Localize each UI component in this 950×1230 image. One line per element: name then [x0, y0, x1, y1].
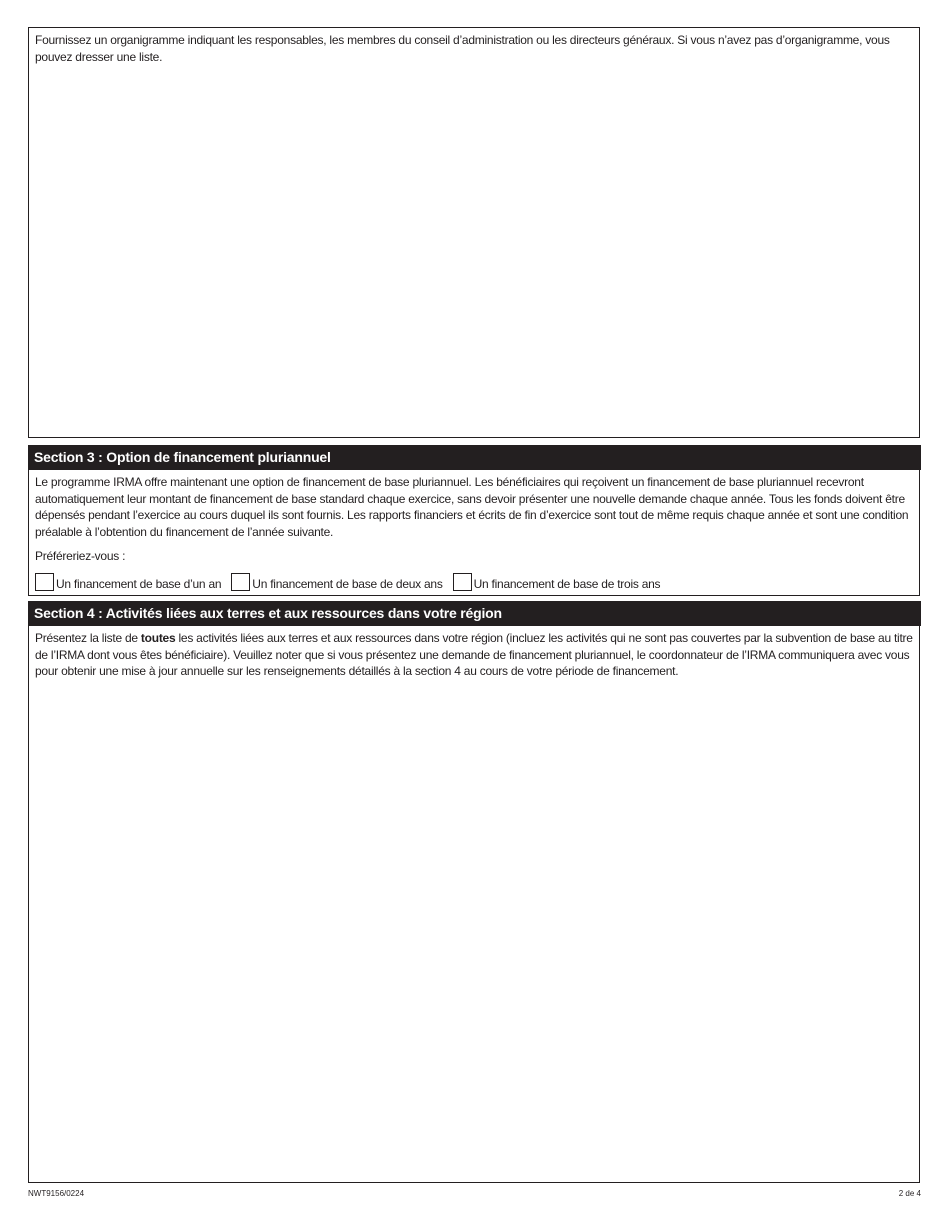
section3-header: Section 3 : Option de financement pluriannuel [28, 445, 921, 470]
section4-body-pre: Présentez la liste de [35, 631, 141, 645]
form-number: NWT9156/0224 [28, 1189, 85, 1198]
checkbox-one-year[interactable] [35, 573, 54, 591]
option-one-year[interactable] [35, 573, 221, 591]
section3-body: Le programme IRMA offre maintenant une option de financement de base pluriannuel. Les bénéficiaires qui reçoivent un financement de base pluriannuel recevront automatiquement leur montant de financement de base standard chaque exercice, sans devoir présenter une nouvelle demande chaque année. Tous les fonds doivent être dépensés pendant l’exercice au cours duquel ils sont fournis. Les rapports financiers et écrits de fin d’exercice sont tout de même requis chaque année et sont une condition préalable à l’obtention du financement de l’année suivante. [35, 475, 909, 539]
org-chart-field[interactable] [28, 27, 920, 438]
option-three-years[interactable] [453, 573, 661, 591]
option-one-year-label: Un financement de base d’un an [56, 576, 222, 591]
section4-body [29, 626, 919, 680]
option-two-years-label: Un financement de base de deux ans [252, 576, 443, 591]
section4-header: Section 4 : Activités liées aux terres et aux ressources dans votre région [28, 601, 921, 626]
section3-question: Préféreriez-vous : [35, 549, 126, 564]
option-three-years-label: Un financement de base de trois ans [473, 576, 661, 591]
checkbox-two-years[interactable] [231, 573, 250, 591]
section4-body-post: les activités liées aux terres et aux ressources dans votre région (incluez les activités qui ne sont pas couvertes par la subvention de base au titre de l’IRMA dont vous êtes bénéficiaire). Veuillez noter que si vous présentez une demande de financement pluriannuel, le coordonnateur de l’IRMA communiquera avec vous pour obtenir une mise à jour annuelle sur les renseignements détaillés à la section 4 au cours de votre période de financement. [35, 631, 913, 679]
page-number: 2 de 4 [898, 1189, 921, 1198]
section4-field[interactable] [28, 625, 920, 1183]
funding-options [29, 573, 919, 591]
org-chart-instructions: Fournissez un organigramme indiquant les responsables, les membres du conseil d’administration ou les directeurs généraux. Si vous n’avez pas d’organigramme, vous pouvez dresser une liste. [35, 33, 890, 64]
option-two-years[interactable] [231, 573, 442, 591]
section4-body-bold: toutes [140, 631, 176, 645]
checkbox-three-years[interactable] [453, 573, 472, 591]
section3-box [28, 469, 920, 596]
